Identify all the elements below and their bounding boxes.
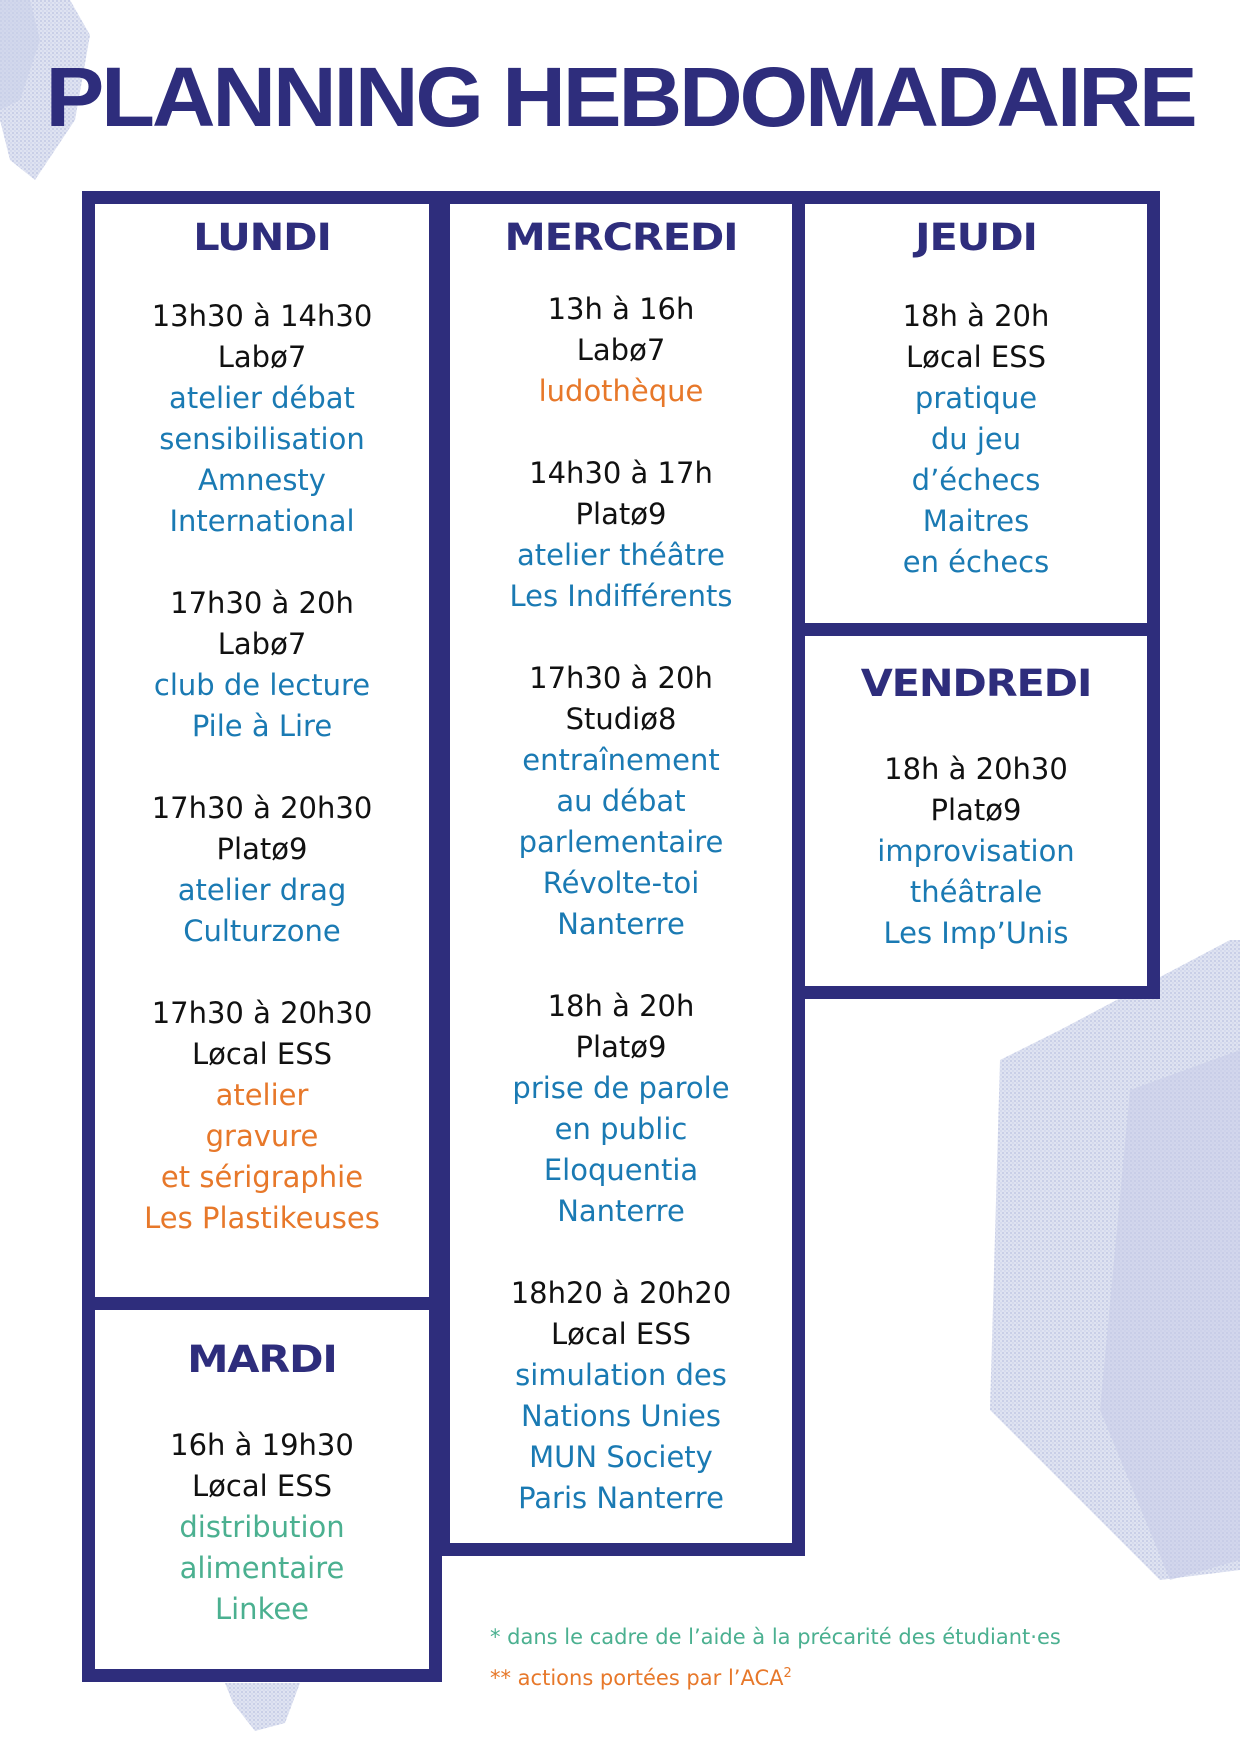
day-box-lundi [82,191,442,1310]
event-place: Labø7 [217,627,307,661]
event-list [95,1425,429,1671]
event-activity-line: Les Plastikeuses [144,1201,380,1235]
day-title-mardi: MARDI [187,1338,337,1381]
event-lundi-4 [95,993,429,1239]
event-time: 16h à 19h30 [170,1428,354,1462]
event-time: 14h30 à 17h [529,456,713,490]
event-activity-line: Nations Unies [521,1399,721,1433]
event-place: Løcal ESS [191,1469,333,1503]
event-place: Platø9 [930,793,1022,827]
event-activity-line: Culturzone [183,914,341,948]
event-place: Løcal ESS [191,1037,333,1071]
event-vendredi-1 [805,749,1147,954]
decorative-cube-bottom-right [930,940,1240,1580]
event-activity-line: du jeu [930,422,1022,456]
event-activity-line: Maitres [922,504,1030,538]
day-title-vendredi: VENDREDI [860,662,1092,705]
event-activity-line: improvisation [877,834,1075,868]
event-activity-line: club de lecture [153,668,371,702]
event-time: 17h30 à 20h [529,661,713,695]
event-place: Labø7 [217,340,307,374]
day-box-mardi [82,1297,442,1682]
event-activity-line: atelier théâtre [517,538,725,572]
day-title-jeudi: JEUDI [915,216,1037,259]
event-list [450,289,792,1560]
event-activity-line: simulation des [515,1358,727,1392]
event-time: 13h à 16h [547,292,695,326]
event-activity-line: en public [554,1112,688,1146]
day-box-mercredi [437,191,805,1556]
event-time: 17h30 à 20h [170,586,354,620]
event-activity-line: parlementaire [518,825,724,859]
event-mercredi-2 [450,453,792,617]
event-activity-line: prise de parole [512,1071,730,1105]
event-mercredi-1 [450,289,792,412]
frame-connector [792,990,805,1556]
event-activity-line: distribution [179,1510,345,1544]
event-activity-line: Les Imp’Unis [883,916,1069,950]
event-time: 18h à 20h [547,989,695,1023]
event-activity-line: International [169,504,355,538]
event-place: Labø7 [576,333,666,367]
event-activity-line: Les Indifférents [509,579,733,613]
footnote-1: * dans le cadre de l’aide à la précarité des étudiant·es [490,1625,1061,1649]
event-time: 17h30 à 20h30 [151,791,373,825]
event-activity-line: au débat [556,784,686,818]
event-place: Studiø8 [565,702,677,736]
event-activity-line: atelier débat [169,381,355,415]
event-activity-line: Pile à Lire [191,709,333,743]
event-list [95,296,429,1280]
event-activity-line: Amnesty [198,463,326,497]
day-title-mercredi: MERCREDI [504,216,738,259]
event-activity-line: Nanterre [557,1194,685,1228]
event-activity-line: pratique [914,381,1038,415]
event-activity-line: ludothèque [538,374,704,408]
event-activity-line: Révolte-toi [542,866,700,900]
event-time: 17h30 à 20h30 [151,996,373,1030]
event-mercredi-4 [450,986,792,1232]
event-activity-line: Eloquentia [543,1153,699,1187]
event-place: Platø9 [575,497,667,531]
event-lundi-3 [95,788,429,952]
event-time: 13h30 à 14h30 [151,299,373,333]
event-activity-line: MUN Society [529,1440,713,1474]
event-jeudi-1 [805,296,1147,583]
event-activity-line: atelier drag [177,873,347,907]
event-place: Løcal ESS [550,1317,692,1351]
event-lundi-2 [95,583,429,747]
footnote-2-superscript: 2 [783,1666,792,1681]
event-time: 18h à 20h30 [884,752,1068,786]
event-mardi-1 [95,1425,429,1630]
event-mercredi-3 [450,658,792,945]
footnote-2-text: ** actions portées par l’ACA [490,1666,784,1690]
page-title: PLANNING HEBDOMADAIRE [45,50,1195,144]
day-title-lundi: LUNDI [193,216,331,259]
event-activity-line: alimentaire [179,1551,345,1585]
event-place: Platø9 [216,832,308,866]
event-lundi-1 [95,296,429,542]
event-mercredi-5 [450,1273,792,1519]
event-activity-line: sensibilisation [159,422,365,456]
day-box-vendredi [792,623,1160,999]
event-activity-line: Nanterre [557,907,685,941]
event-time: 18h20 à 20h20 [510,1276,732,1310]
event-activity-line: théâtrale [909,875,1043,909]
event-activity-line: Linkee [214,1592,310,1626]
event-time: 18h à 20h [902,299,1050,333]
event-list [805,749,1147,995]
decorative-cube-bottom-left [225,1683,305,1748]
event-activity-line: atelier [215,1078,309,1112]
event-place: Løcal ESS [905,340,1047,374]
event-activity-line: Paris Nanterre [518,1481,724,1515]
event-activity-line: et sérigraphie [160,1160,364,1194]
event-place: Platø9 [575,1030,667,1064]
event-list [805,296,1147,624]
event-activity-line: en échecs [902,545,1050,579]
event-activity-line: d’échecs [911,463,1041,497]
event-activity-line: entraînement [522,743,720,777]
event-activity-line: gravure [205,1119,319,1153]
footnote-2 [490,1666,792,1690]
day-box-jeudi [792,191,1160,636]
